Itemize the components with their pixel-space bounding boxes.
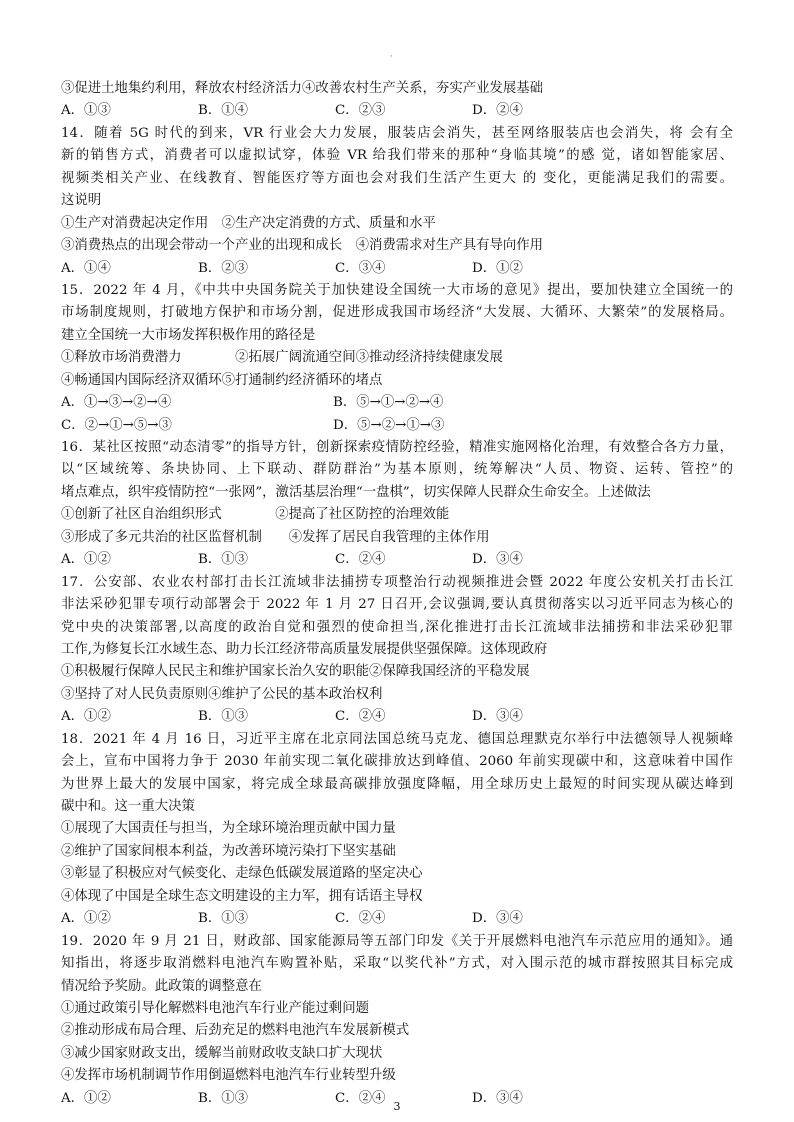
q14-stem-line: 这说明 bbox=[61, 193, 102, 209]
q16-statement: ③形成了多元共治的社区监督机制 ④发挥了居民自我管理的主体作用 bbox=[61, 529, 490, 545]
q14-statement: ①生产对消费起决定作用 ②生产决定消费的方式、质量和水平 bbox=[61, 215, 436, 231]
q13-option-a: A．①③ bbox=[61, 103, 111, 119]
q17-statement: ③坚持了对人民负责原则④维护了公民的基本政治权利 bbox=[61, 686, 383, 702]
q18-stem-line: 为世界上最大的发展中国家，将完成全球最高碳排放强度降幅，用全球历史上最短的时间实现从碳达峰到 bbox=[61, 776, 733, 792]
q19-stem-line: 情况给予奖励。此政策的调整意在 bbox=[61, 978, 262, 994]
q17-option-a: A．①② bbox=[61, 709, 111, 725]
q15-statement: ④畅通国内国际经济双循环⑤打通制约经济循环的堵点 bbox=[61, 372, 383, 388]
q17-stem-line: 非法采砂犯罪专项行动部署会于 2022 年 1 月 27 日召开,会议强调,要认真贯彻落实以习近平同志为核心的 bbox=[61, 597, 733, 613]
q18-stem-line: 碳中和。这一重大决策 bbox=[61, 799, 195, 814]
q14-option-c: C．③④ bbox=[335, 260, 386, 276]
q15-stem-line: 15．2022 年 4 月，《中共中央国务院关于加快建设全国统一大市场的意见》提出，要加快建立全国统一的 bbox=[61, 282, 733, 298]
q14-stem-line: 新的销售方式，消费者可以虚拟试穿，体验 VR 给我们带来的那种“身临其境”的感 觉，诸如智能家居、 bbox=[61, 148, 733, 164]
q16-stem-line: 堵点难点，织牢疫情防控“一张网”，激活基层治理“一盘棋”，切实保障人民群众生命安全。上述做法 bbox=[61, 484, 651, 500]
q18-option-c: C．②④ bbox=[335, 911, 386, 927]
q17-option-d: D．③④ bbox=[472, 709, 523, 725]
q14-option-a: A．①④ bbox=[61, 260, 111, 276]
q17-stem-line: 工作,为修复长江水域生态、助力长江经济带高质量发展提供坚强保障。这体现政府 bbox=[61, 641, 548, 657]
q15-option-a: A．①→③→②→④ bbox=[61, 395, 172, 411]
q13-option-b: B．①④ bbox=[198, 103, 249, 119]
q18-options bbox=[61, 908, 733, 930]
q15-stem-line: 建立全国统一大市场发挥积极作用的路径是 bbox=[61, 327, 316, 343]
q13-options bbox=[61, 100, 733, 122]
q16-statement: ①创新了社区自治组织形式 ②提高了社区防控的治理效能 bbox=[61, 507, 450, 523]
page-number: 3 bbox=[393, 1100, 401, 1113]
q17-stem-line: 党中央的决策部署,以高度的政治自觉和强烈的使命担当,深化推进打击长江流域非法捕捞和非法采砂犯罪 bbox=[61, 619, 733, 635]
q18-option-d: D．③④ bbox=[472, 911, 523, 927]
q16-stem-line: 16．某社区按照“动态清零”的指导方针，创新探索疫情防控经验，精准实施网格化治理，有效整合各方力量， bbox=[61, 440, 733, 455]
q19-option-b: B．①③ bbox=[198, 1090, 249, 1106]
q16-options bbox=[61, 549, 733, 571]
q19-statement: ②推动形成布局合理、后劲充足的燃料电池汽车发展新模式 bbox=[61, 1023, 410, 1039]
q14-option-b: B．②③ bbox=[198, 260, 249, 276]
q16-option-a: A．①② bbox=[61, 552, 111, 568]
q13-option-c: C．②③ bbox=[335, 103, 386, 119]
header-mark: · bbox=[390, 52, 393, 62]
q14-stem-line: 视频类相关产业、在线教育、智能医疗等方面也会对我们生活产生更大 的 变化，更能满足我们的需要。 bbox=[61, 170, 733, 186]
q16-stem-line: 以“区域统筹、条块协同、上下联动、群防群治”为基本原则，统筹解决“人员、物资、运转、管控”的 bbox=[61, 462, 733, 478]
q16-option-c: C．②④ bbox=[335, 552, 386, 568]
q19-option-d: D．③④ bbox=[472, 1090, 523, 1106]
q17-statement: ①积极履行保障人民民主和维护国家长治久安的职能②保障我国经济的平稳发展 bbox=[61, 664, 530, 680]
q19-stem-line: 知指出，将逐步取消燃料电池汽车购置补贴，采取“以奖代补”方式，对入围示范的城市群按照其目标完成 bbox=[61, 956, 733, 972]
q13-option-d: D．②④ bbox=[472, 103, 523, 119]
q18-statement: ①展现了大国责任与担当，为全球环境治理贡献中国力量 bbox=[61, 821, 396, 837]
q18-statement: ④体现了中国是全球生态文明建设的主力军，拥有话语主导权 bbox=[61, 888, 423, 904]
q18-stem-line: 18．2021 年 4 月 16 日，习近平主席在北京同法国总统马克龙、德国总理默克尔举行中法德领导人视频峰 bbox=[61, 731, 733, 747]
q15-option-d: D．⑤→②→①→③ bbox=[333, 417, 445, 433]
q17-stem-line: 17．公安部、农业农村部打击长江流域非法捕捞专项整治行动视频推进会暨 2022 年度公安机关打击长江 bbox=[61, 574, 733, 590]
q19-option-c: C．②④ bbox=[335, 1090, 386, 1106]
q18-option-b: B．①③ bbox=[198, 911, 249, 927]
q18-statement: ③彰显了积极应对气候变化、走绿色低碳发展道路的坚定决心 bbox=[61, 866, 423, 882]
q17-option-c: C．②④ bbox=[335, 709, 386, 725]
q14-statement: ③消费热点的出现会带动一个产业的出现和成长 ④消费需求对生产具有导向作用 bbox=[61, 238, 544, 254]
q14-option-d: D．①② bbox=[472, 260, 523, 276]
q16-option-b: B．①③ bbox=[198, 552, 249, 568]
q17-option-b: B．①③ bbox=[198, 709, 249, 725]
q15-option-c: C．②→①→⑤→③ bbox=[61, 417, 172, 433]
q15-statement: ①释放市场消费潜力 ②拓展广阔流通空间③推动经济持续健康发展 bbox=[61, 350, 503, 366]
q18-statement: ②维护了国家间根本利益，为改善环境污染打下坚实基础 bbox=[61, 843, 396, 859]
q15-stem-line: 市场制度规则，打破地方保护和市场分割，促进形成我国市场经济“大发展、大循环、大繁荣”的发展格局。 bbox=[61, 305, 733, 321]
q14-options bbox=[61, 258, 733, 280]
q19-statement: ①通过政策引导化解燃料电池汽车行业产能过剩问题 bbox=[61, 1000, 369, 1016]
q17-options bbox=[61, 706, 733, 728]
q19-stem-line: 19．2020 年 9 月 21 日，财政部、国家能源局等五部门印发《关于开展燃料电池汽车示范应用的通知》。通 bbox=[61, 933, 733, 949]
q15-options-row1 bbox=[61, 392, 733, 414]
q15-option-b: B．⑤→①→②→④ bbox=[333, 395, 444, 411]
q18-stem-line: 会上，宣布中国将力争于 2030 年前实现二氧化碳排放达到峰值、2060 年前实现碳中和，这意味着中国作 bbox=[61, 754, 733, 770]
q14-stem-line: 14．随着 5G 时代的到来，VR 行业会大力发展，服装店会消失，甚至网络服装店也会消失，将 会有全 bbox=[61, 125, 733, 141]
q19-statement: ④发挥市场机制调节作用倒逼燃料电池汽车行业转型升级 bbox=[61, 1068, 396, 1084]
q18-option-a: A．①② bbox=[61, 911, 111, 927]
page-content bbox=[61, 78, 733, 1110]
q15-options-row2 bbox=[61, 415, 733, 437]
q19-statement: ③减少国家财政支出，缓解当前财政收支缺口扩大现状 bbox=[61, 1045, 383, 1061]
q16-option-d: D．③④ bbox=[472, 552, 523, 568]
q13-statement: ③促进土地集约利用，释放农村经济活力④改善农村生产关系，夯实产业发展基础 bbox=[61, 81, 544, 96]
q19-option-a: A．①② bbox=[61, 1090, 111, 1106]
